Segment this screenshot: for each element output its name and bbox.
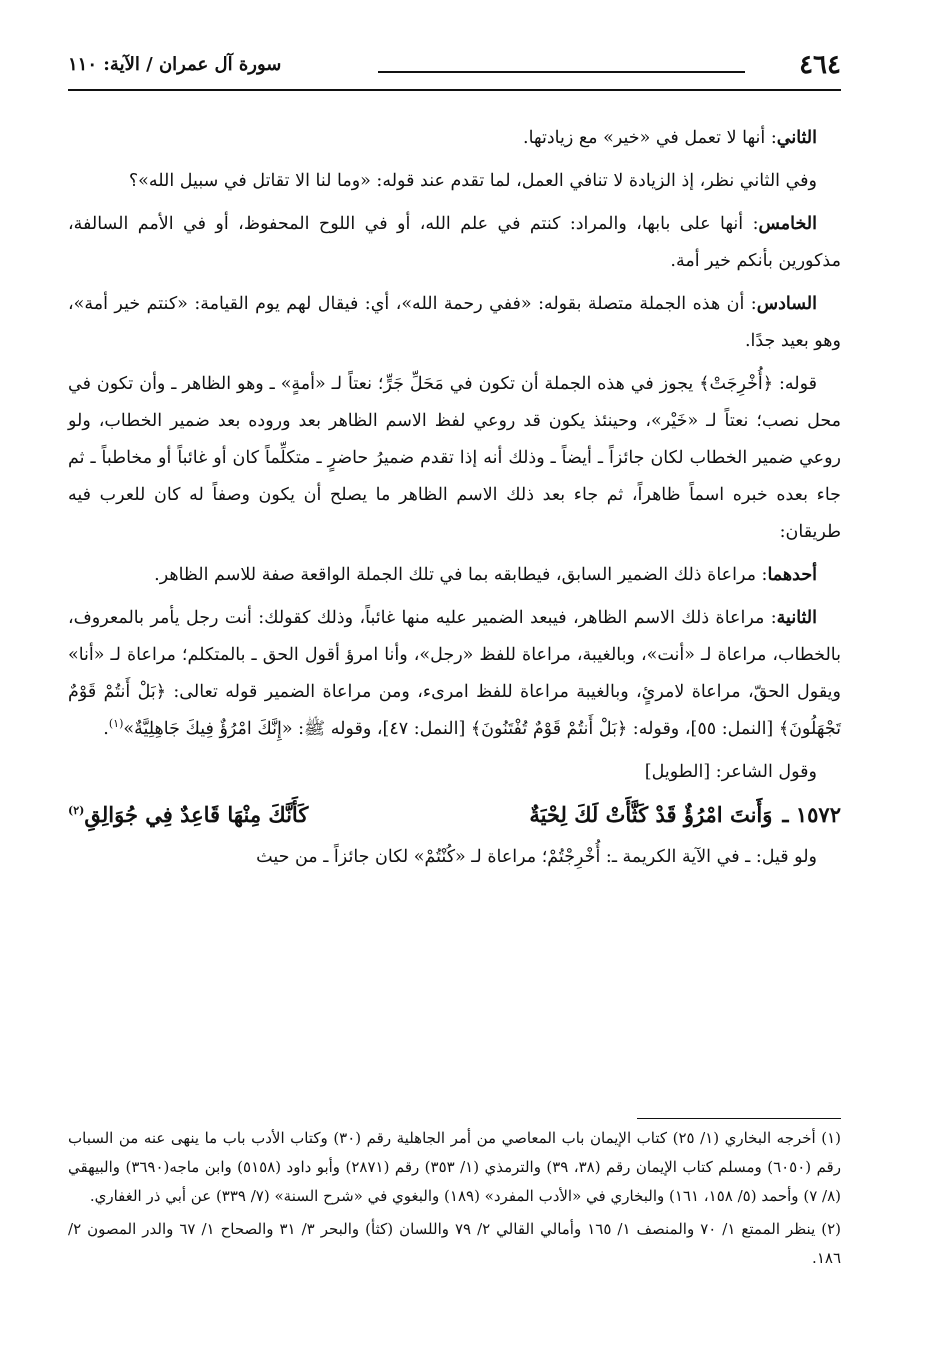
footnote-ref: (١) — [108, 717, 124, 731]
paragraph-second-opinion — [68, 120, 841, 157]
paragraph-text: وفي الثاني نظر، إذ الزيادة لا تنافي العمل، لما تقدم عند قوله: «وما لنا الا تقاتل في سبيل الله»؟ — [128, 171, 817, 191]
paragraph-first-way — [68, 557, 841, 594]
page-number-rule — [378, 71, 745, 73]
paragraph-tail: . — [103, 719, 109, 739]
poetry-verse — [68, 795, 841, 835]
paragraph-text: : أنها لا تعمل في «خير» مع زيادتها. — [523, 128, 777, 148]
verse-hemistich-second — [68, 795, 420, 835]
paragraph-text: وقول الشاعر: [الطويل] — [644, 762, 817, 782]
paragraph-continuation — [68, 839, 841, 876]
verse-hemistich-first: وَأَنتَ امْرُؤٌ قَدْ كَثَّأَتْ لَكَ لِحْيَةٌ — [529, 802, 773, 827]
paragraph-lead: الثاني — [776, 128, 817, 148]
paragraph-ukhrijat — [68, 366, 841, 551]
paragraph-sixth-opinion — [68, 286, 841, 360]
paragraph-text: : مراعاة ذلك الاسم الظاهر، فيبعد الضمير عليه منها غائباً، وذلك كقولك: أنت رجل يأمر بالمعروف، بالخطاب، مراعاة لـ «أنت»، وبالغيبة، مراعاة للفظ «رجل»، وأنا امرؤ أقول الحق ـ بالمتكلم؛ مراعاة لـ «أنا» ويقول الحقّ، مراعاة لامرئٍ، وبالغيبة مراعاة للفظ امرىء، ومن مراعاة الضمير قوله تعالى: ﴿بَلْ أَنتُمْ قَوْمٌ تَجْهَلُونَ﴾ [النمل: ٥٥]، وقوله: ﴿بَلْ أَنتُمْ قَوْمٌ تُفْتَنُونَ﴾ [النمل: ٤٧]، وقوله ﷺ: «إِنَّكَ امْرُؤٌ فِيكَ جَاهِلِيَّةٌ» — [68, 608, 841, 739]
paragraph-lead: السادس — [756, 294, 817, 314]
paragraph-fifth-opinion — [68, 206, 841, 280]
paragraph-text: : أن هذه الجملة متصلة بقوله: «ففي رحمة الله»، أي: فيقال لهم يوم القيامة: «كنتم خير أمة»، وهو بعيد جدًا. — [68, 294, 841, 351]
footnote-ref: (٢) — [68, 804, 85, 817]
paragraph-text: قوله: ﴿أُخْرِجَتْ﴾ يجوز في هذه الجملة أن تكون في مَحَلِّ جَرٍّ؛ نعتاً لـ «أمةٍ» ـ وهو الظاهر ـ وأن تكون في محل نصب؛ نعتاً لـ «خَيْر»، وحينئذ يكون قد روعي لفظ الاسم الظاهر بعد وروده بعد ضمير الخطاب، ولو روعي ضمير الخطاب لكان جائزاً ـ أيضاً ـ وذلك أنه إذا تقدم ضميرُ حاضرٍ ـ متكلِّماً كان أو غائباً أو مخاطباً ـ ثم جاء بعده خبره اسماً ظاهراً، ثم جاء بعد ذلك الاسم الظاهر ما يصلح أن يكون وصفاً له كان للعرب فيه طريقان: — [68, 374, 841, 542]
paragraph-text: ولو قيل: ـ في الآية الكريمة ـ: أُخْرِجْتُمْ؛ مراعاة لـ «كُنْتُمْ» لكان جائزاً ـ من حيث — [256, 847, 817, 867]
page-number: ٤٦٤ — [799, 50, 841, 80]
paragraph-text: : أنها على بابها، والمراد: كنتم في علم الله، أو في اللوح المحفوظ، أو في الأمم السالفة، مذكورين بأنكم خير أمة. — [68, 214, 841, 271]
page-header — [68, 46, 841, 90]
paragraph-text: : مراعاة ذلك الضمير السابق، فيطابقه بما في تلك الجملة الواقعة صفة للاسم الظاهر. — [154, 565, 768, 585]
verse-number: ١٥٧٢ ـ — [782, 802, 841, 827]
paragraph-lead: الخامس — [758, 214, 817, 234]
paragraph-lead: الثانية — [776, 608, 817, 628]
footnote-rule — [637, 1118, 841, 1119]
running-head: سورة آل عمران / الآية: ١١٠ — [68, 54, 282, 75]
paragraph-lead: أحدهما — [767, 565, 817, 585]
footnotes — [68, 1124, 841, 1277]
footnote-1: (١) أخرجه البخاري (١/ ٢٥) كتاب الإيمان باب المعاصي من أمر الجاهلية رقم (٣٠) وكتاب الأدب باب ما ينهى عنه من السباب رقم (٦٠٥٠) ومسلم كتاب الإيمان رقم (٣٨، ٣٩) والترمذي (١/ ٣٥٣) رقم (٢٨٧١) وأبو داود (٥١٥٨) وابن ماجه(٣٦٩٠) والبيهقي (٨/ ٧) وأحمد (٥/ ١٥٨، ١٦١) والبخاري في «الأدب المفرد» (١٨٩) والبغوي في «شرح السنة» (٧/ ٣٣٩) عن أبي ذر الغفاري. — [68, 1129, 841, 1205]
poet-intro — [68, 754, 841, 791]
paragraph-second-way — [68, 600, 841, 748]
main-text — [68, 120, 841, 882]
verse-hemistich-text: كَأَنَّكَ مِنْهَا قَاعِدٌ فِي جُوَالِقِ — [84, 802, 309, 827]
paragraph-objection — [68, 163, 841, 200]
header-rule — [68, 89, 841, 91]
footnote-2: (٢) ينظر الممتع ١/ ٧٠ والمنصف ١/ ١٦٥ وأمالي القالي ٢/ ٧٩ واللسان (كثأ) والبحر ٣/ ٣١ والصحاح ١/ ٦٧ والدر المصون ٢/ ١٨٦. — [68, 1220, 842, 1267]
